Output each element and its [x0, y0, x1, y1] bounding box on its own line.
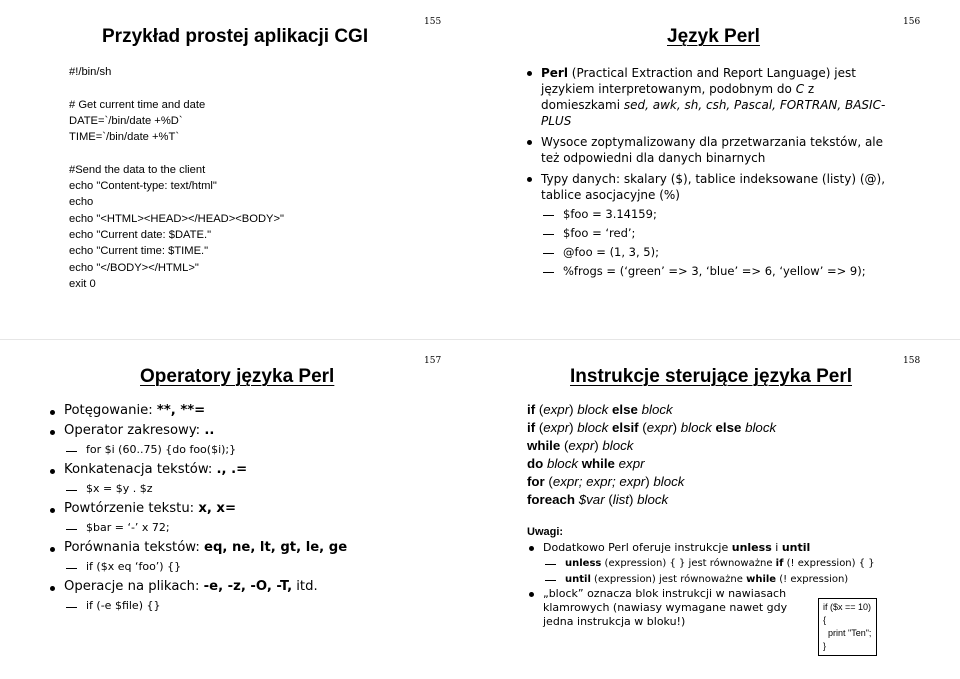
bullet-list	[525, 65, 897, 279]
keyword: unless	[731, 541, 772, 554]
code-line: #Send the data to the client	[69, 163, 206, 176]
bullet-concat	[48, 462, 428, 478]
foreach-syntax: foreach $var (list) block	[527, 492, 669, 507]
if-elsif-syntax: if (expr) block elsif (expr) block else block	[527, 420, 777, 435]
example-repeat: $bar = ‘-’ x 72;	[48, 520, 428, 536]
note-block: „block” oznacza blok instrukcji w nawiasach klamrowych (nawiasy wymagane nawet gdy jedna instrukcja w bloku!)	[527, 587, 882, 629]
example-scalar-string: $foo = ‘red’;	[525, 225, 897, 241]
code-line: exit 0	[69, 277, 96, 290]
bullet-data-types: Typy danych: skalary ($), tablice indeksowane (listy) (@), tablice asocjacyjne (%)	[525, 171, 897, 203]
code-example-box: if ($x == 10) { print "Ten"; }	[818, 598, 877, 656]
for-syntax: for (expr; expr; expr) block	[527, 474, 685, 489]
operator: ., .=	[216, 462, 248, 477]
label: Operator zakresowy:	[64, 423, 205, 438]
while-syntax: while (expr) block	[527, 438, 634, 453]
bullet-exponent	[48, 403, 428, 419]
label: Konkatenacja tekstów:	[64, 462, 217, 477]
operator: x, x=	[198, 501, 236, 516]
bullet-repeat	[48, 501, 428, 517]
code-line: echo "</BODY></HTML>"	[69, 261, 199, 274]
slide-title: Przykład prostej aplikacji CGI	[102, 26, 369, 47]
note-until: until (expression) jest równoważne while (! expression)	[527, 573, 882, 587]
definition-text-2: z domieszkami	[541, 82, 815, 112]
c-language: C	[795, 82, 805, 96]
definition-text: (Practical Extraction and Report Language) jest językiem interpretowanym, podobnym do	[541, 66, 856, 96]
slide-title: Operatory języka Perl	[140, 366, 335, 387]
notes-heading: Uwagi:	[527, 526, 564, 538]
do-while-syntax: do block while expr	[527, 456, 645, 471]
example-compare: if ($x eq ‘foo’) {}	[48, 559, 428, 575]
shell-script-code	[69, 64, 284, 292]
label: Porównania tekstów:	[64, 540, 204, 555]
example-hash: %frogs = (‘green’ => 3, ‘blue’ => 6, ‘yellow’ => 9);	[525, 263, 897, 279]
code-line: echo "Content-type: text/html"	[69, 180, 217, 193]
example-scalar-number: $foo = 3.14159;	[525, 206, 897, 222]
bullet-perl-definition	[525, 65, 897, 129]
if-else-syntax: if (expr) block else block	[527, 402, 673, 417]
code-line: DATE=`/bin/date +%D`	[69, 114, 183, 127]
example-file-ops: if (-e $file) {}	[48, 598, 428, 614]
text: Dodatkowo Perl oferuje instrukcje	[543, 541, 732, 554]
label: Powtórzenie tekstu:	[64, 501, 199, 516]
bullet-compare	[48, 540, 428, 556]
page-number: 155	[424, 17, 442, 27]
perl-term: Perl	[541, 66, 568, 80]
operator: eq, ne, lt, gt, le, ge	[204, 540, 348, 555]
code-line: echo "Current date: $DATE."	[69, 228, 212, 241]
code-line: #!/bin/sh	[69, 66, 112, 78]
keyword: until	[781, 541, 811, 554]
slide-title: Język Perl	[667, 26, 760, 47]
operator: ..	[204, 423, 215, 438]
page-number: 156	[903, 17, 921, 27]
influences-list: sed, awk, sh, csh, Pascal, FORTRAN, BASIC-PLUS	[541, 98, 886, 128]
code-line: TIME=`/bin/date +%T`	[69, 131, 180, 144]
example-concat: $x = $y . $z	[48, 481, 428, 497]
note-unless: unless (expression) { } jest równoważne if (! expression) { }	[527, 557, 882, 571]
slide-title: Instrukcje sterujące języka Perl	[570, 366, 852, 387]
code-line	[69, 80, 284, 96]
control-structures	[527, 401, 776, 509]
bullet-range	[48, 423, 428, 439]
operators-list	[48, 399, 428, 614]
operator: -e, -z, -O, -T,	[203, 579, 293, 594]
bullet-optimization: Wysoce zoptymalizowany dla przetwarzania tekstów, ale też odpowiedni dla danych binarnych	[525, 134, 897, 166]
example-array: @foo = (1, 3, 5);	[525, 244, 897, 260]
code-line	[69, 145, 284, 161]
example-range: for $i (60..75) {do foo($i);}	[48, 442, 428, 458]
label: Operacje na plikach:	[64, 579, 204, 594]
text: i	[771, 541, 782, 554]
label: Potęgowanie:	[64, 403, 157, 418]
operator: **, **=	[156, 403, 206, 418]
page-number: 158	[903, 356, 921, 366]
page-number: 157	[424, 356, 442, 366]
code-line: echo "Current time: $TIME."	[69, 245, 209, 258]
note-unless-until	[527, 541, 882, 555]
code-line: # Get current time and date	[69, 98, 206, 111]
slide-divider	[0, 339, 960, 340]
bullet-file-ops	[48, 579, 428, 595]
label-tail: itd.	[292, 579, 318, 594]
code-line: echo	[69, 196, 94, 209]
code-line: echo "<HTML><HEAD></HEAD><BODY>"	[69, 212, 285, 225]
